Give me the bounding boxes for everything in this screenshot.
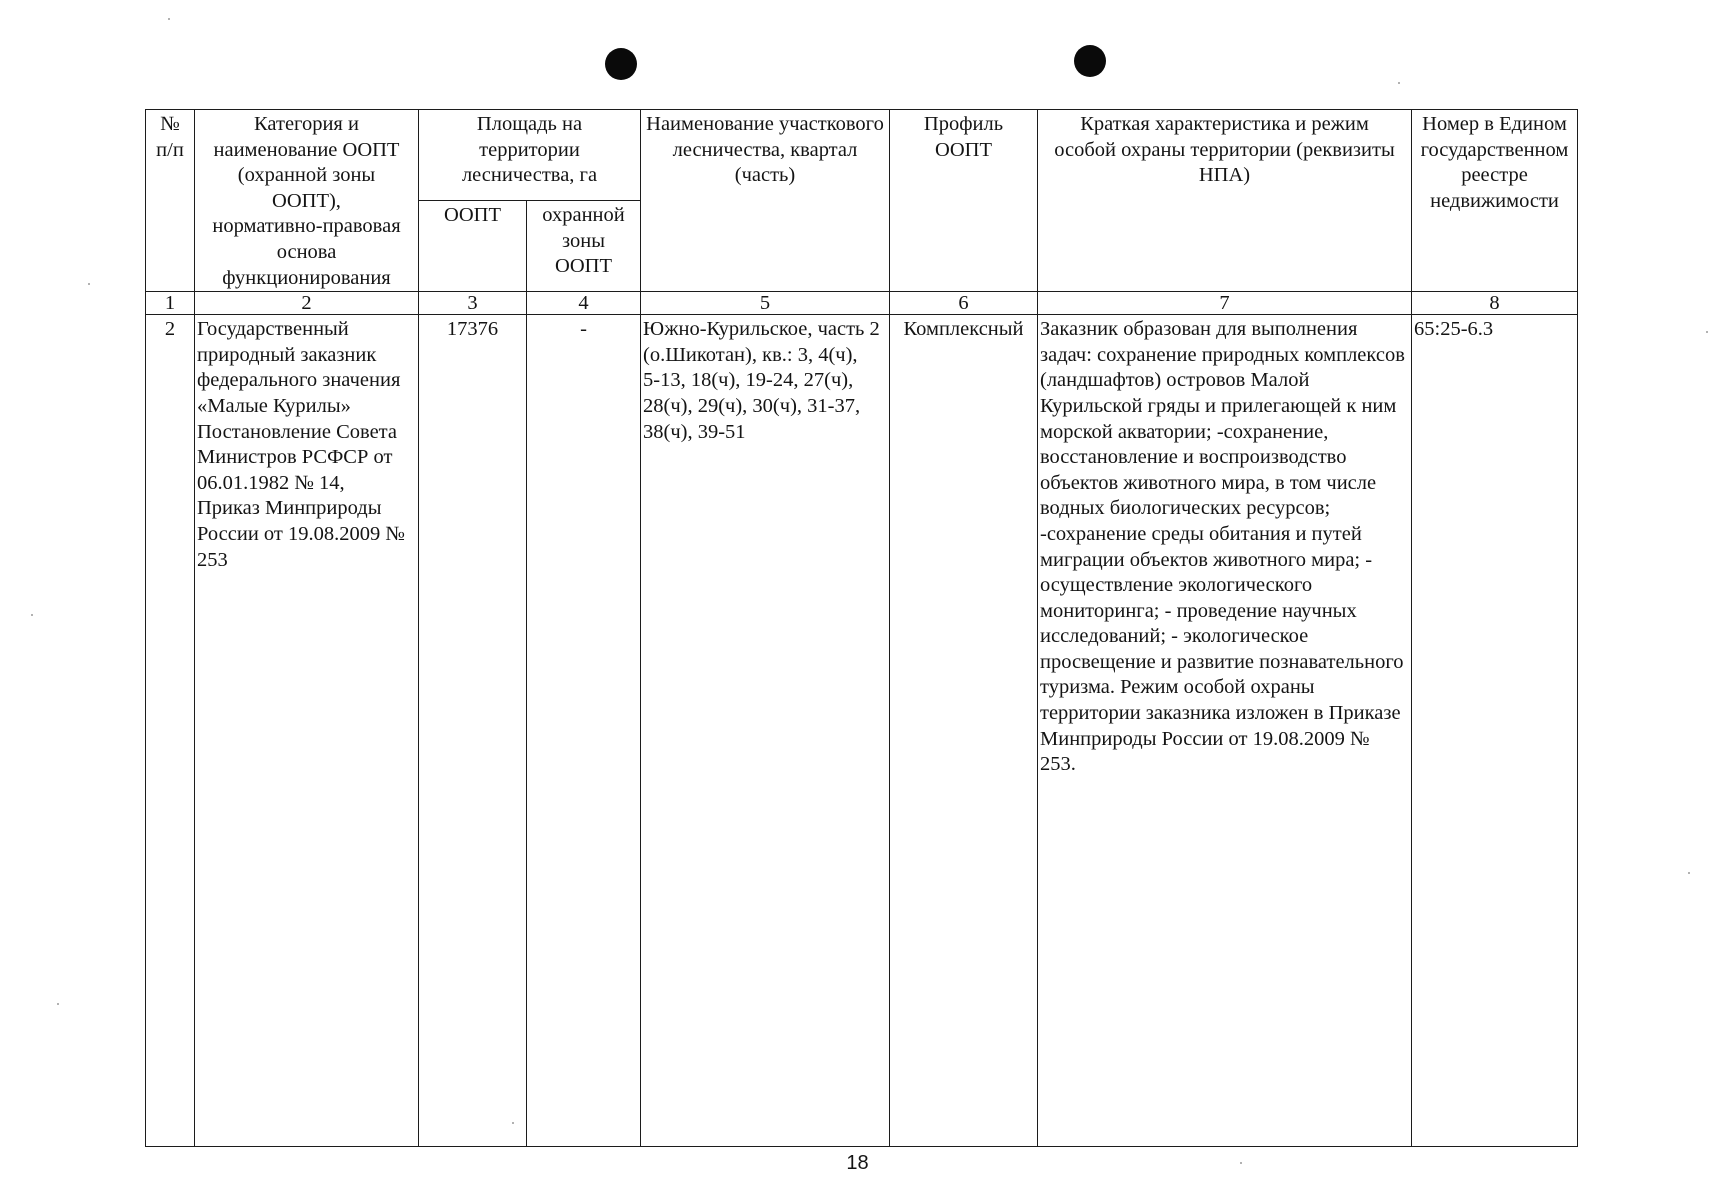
- cell-registry: 65:25-6.3: [1412, 315, 1578, 1147]
- text-line: ООПТ: [935, 138, 992, 161]
- scan-speck: [1688, 872, 1690, 874]
- text-line: нормативно-правовая: [212, 215, 401, 238]
- text-line: водных биологических ресурсов;: [1040, 497, 1331, 520]
- cell-area-oopt: 17376: [419, 315, 527, 1147]
- text-line: наименование ООПТ: [213, 138, 400, 161]
- cell-description: [1038, 315, 1412, 1147]
- text-line: Профиль: [923, 113, 1004, 135]
- text-line: России от 19.08.2009 №: [197, 522, 405, 545]
- scan-speck: [1240, 1162, 1242, 1164]
- text-line: восстановление и воспроизводство: [1040, 446, 1347, 469]
- scan-speck: [1398, 82, 1400, 84]
- column-number: 5: [641, 292, 890, 315]
- scan-speck: [512, 1122, 514, 1124]
- text-line: миграции объектов животного мира; -: [1040, 548, 1373, 571]
- text-line: 253.: [1040, 753, 1076, 776]
- column-number: 2: [195, 292, 419, 315]
- text-line: Министров РСФСР от: [197, 446, 393, 469]
- text-line: реестре: [1461, 164, 1528, 187]
- protected-areas-table: [145, 109, 1578, 1147]
- text-line: туризма. Режим особой охраны: [1040, 676, 1315, 699]
- text-line: Заказник образован для выполнения: [1040, 318, 1358, 341]
- header-forestry: [641, 110, 890, 292]
- header-profile: [890, 110, 1038, 292]
- punch-hole-right: [1074, 45, 1106, 77]
- text-line: лесничества, квартал: [672, 138, 858, 161]
- text-line: охранной: [542, 204, 625, 227]
- text-line: задач: сохранение природных комплексов: [1040, 343, 1405, 366]
- scan-speck: [88, 283, 90, 285]
- scan-speck: [57, 1003, 59, 1005]
- text-line: функционирования: [222, 266, 391, 289]
- text-line: территории заказника изложен в Приказе: [1040, 702, 1401, 725]
- text-line: особой охраны территории (реквизиты: [1054, 138, 1395, 161]
- cell-category: [195, 315, 419, 1147]
- text-line: 06.01.1982 № 14,: [197, 471, 345, 494]
- column-number: 8: [1412, 292, 1578, 315]
- header-area-group: [419, 110, 641, 201]
- scan-speck: [168, 18, 170, 20]
- text-line: №: [160, 113, 180, 135]
- text-line: (часть): [734, 164, 796, 187]
- text-line: (охранной зоны: [237, 164, 376, 187]
- text-line: Минприроды России от 19.08.2009 №: [1040, 727, 1370, 750]
- header-category: [195, 110, 419, 292]
- text-line: Курильской гряды и прилегающей к ним: [1040, 394, 1397, 417]
- text-line: Наименование участкового: [646, 113, 884, 135]
- text-line: Категория и: [254, 113, 359, 135]
- header-area-oopt: ООПТ: [419, 201, 527, 292]
- column-number: 7: [1038, 292, 1412, 315]
- text-line: мониторинга; - проведение научных: [1040, 599, 1357, 622]
- text-line: 28(ч), 29(ч), 30(ч), 31-37,: [643, 394, 861, 417]
- column-number: 4: [527, 292, 641, 315]
- header-description: [1038, 110, 1412, 292]
- text-line: ООПТ),: [272, 189, 341, 212]
- text-line: п/п: [156, 138, 184, 161]
- column-number-row: [146, 292, 1578, 315]
- table-row: [146, 315, 1578, 1147]
- cell-number: 2: [146, 315, 195, 1147]
- text-line: Краткая характеристика и режим: [1080, 113, 1369, 135]
- text-line: 38(ч), 39-51: [643, 420, 746, 443]
- page-number: 18: [846, 1152, 869, 1174]
- cell-area-zone: -: [527, 315, 641, 1147]
- text-line: Площадь на: [476, 113, 583, 135]
- text-line: Постановление Совета: [197, 420, 397, 443]
- column-number: 1: [146, 292, 195, 315]
- cell-forestry: [641, 315, 890, 1147]
- header-registry: [1412, 110, 1578, 292]
- text-line: Номер в Едином: [1422, 113, 1567, 135]
- cell-profile: Комплексный: [890, 315, 1038, 1147]
- text-line: морской акватории; -сохранение,: [1040, 420, 1329, 443]
- text-line: (о.Шикотан), кв.: 3, 4(ч),: [643, 343, 858, 366]
- text-line: объектов животного мира, в том числе: [1040, 471, 1377, 494]
- text-line: недвижимости: [1430, 189, 1559, 212]
- text-line: природный заказник: [197, 343, 377, 366]
- text-line: осуществление экологического: [1040, 574, 1313, 597]
- text-line: исследований; - экологическое: [1040, 625, 1309, 648]
- column-number: 6: [890, 292, 1038, 315]
- scan-speck: [31, 614, 33, 616]
- text-line: «Малые Курилы»: [197, 394, 351, 417]
- column-number: 3: [419, 292, 527, 315]
- text-line: Приказ Минприроды: [197, 497, 382, 520]
- header-area-zone: [527, 201, 641, 292]
- text-line: (ландшафтов) островов Малой: [1040, 369, 1310, 392]
- text-line: территории: [479, 138, 580, 161]
- text-line: 253: [197, 548, 228, 571]
- scan-speck: [1706, 331, 1708, 333]
- text-line: зоны: [562, 229, 605, 252]
- text-line: федерального значения: [197, 369, 401, 392]
- text-line: просвещение и развитие познавательного: [1040, 650, 1404, 673]
- text-line: государственном: [1420, 138, 1569, 161]
- text-line: лесничества, га: [461, 164, 598, 187]
- punch-hole-left: [605, 48, 637, 80]
- text-line: Государственный: [197, 318, 349, 341]
- text-line: НПА): [1198, 164, 1251, 187]
- text-line: Южно-Курильское, часть 2: [643, 318, 880, 341]
- header-number: [146, 110, 195, 292]
- text-line: ООПТ: [555, 255, 612, 278]
- text-line: 5-13, 18(ч), 19-24, 27(ч),: [643, 369, 854, 392]
- text-line: основа: [276, 240, 337, 263]
- text-line: -сохранение среды обитания и путей: [1040, 522, 1362, 545]
